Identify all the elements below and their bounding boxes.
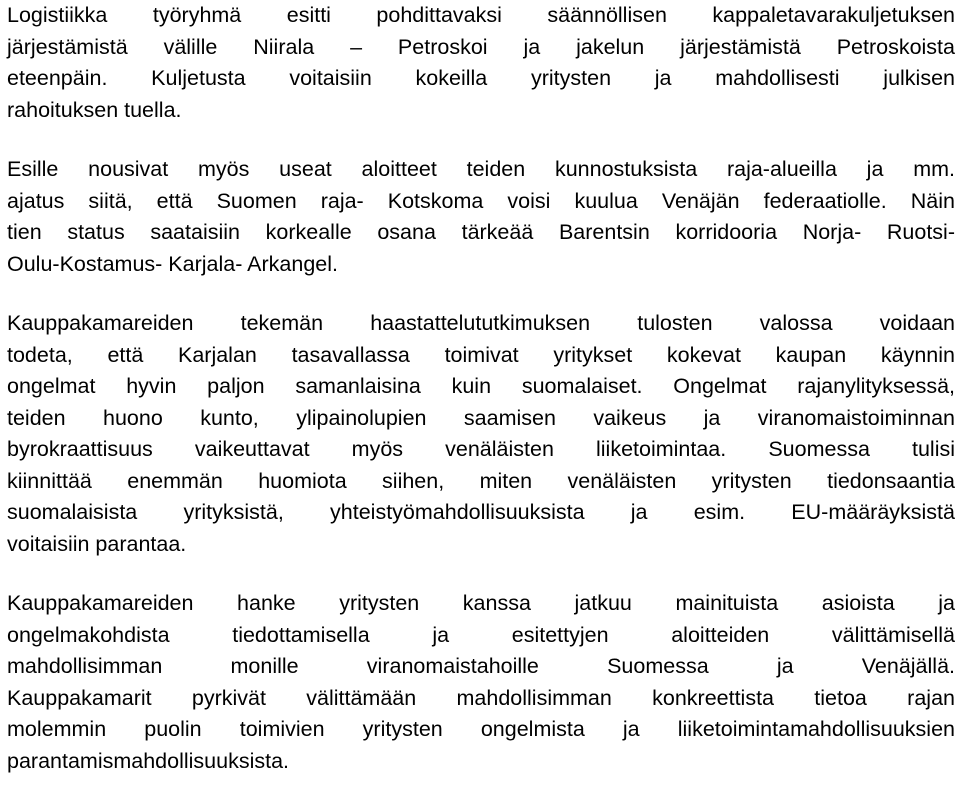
text-line: Logistiikka työryhmä esitti pohdittavaksi säännöllisen kappaletavarakuljetuksen	[7, 3, 955, 27]
text-line: ongelmakohdista tiedottamisella ja esitettyjen aloitteiden välittämisellä	[7, 622, 955, 647]
paragraph-project	[7, 588, 955, 777]
text-line: mahdollisimman monille viranomaistahoille Suomessa ja Venäjällä.	[7, 654, 955, 678]
text-line: eteenpäin. Kuljetusta voitaisiin kokeilla yritysten ja mahdollisesti julkisen	[7, 66, 955, 90]
text-line: kiinnittää enemmän huomiota siihen, miten venäläisten yritysten tiedonsaantia	[7, 468, 955, 493]
text-line: byrokraattisuus vaikeuttavat myös venäläisten liiketoimintaa. Suomessa tulisi	[7, 437, 955, 461]
text-line: Oulu-Kostamus- Karjala- Arkangel.	[7, 251, 339, 276]
text-line: Kauppakamareiden hanke yritysten kanssa jatkuu mainituista asioista ja	[7, 591, 955, 615]
paragraph-roads	[7, 154, 955, 280]
paragraph-logistics	[7, 0, 955, 126]
text-line: Kauppakamarit pyrkivät välittämään mahdollisimman konkreettista tietoa rajan	[7, 685, 955, 710]
text-line: tien status saataisiin korkealle osana tärkeää Barentsin korridooria Norja- Ruotsi-	[7, 220, 955, 244]
text-line: teiden huono kunto, ylipainolupien saamisen vaikeus ja viranomaistoiminnan	[7, 405, 955, 430]
text-line: todeta, että Karjalan tasavallassa toimivat yritykset kokevat kaupan käynnin	[7, 342, 955, 367]
text-line: Kauppakamareiden tekemän haastattelututkimuksen tulosten valossa voidaan	[7, 311, 955, 335]
text-line: molemmin puolin toimivien yritysten ongelmista ja liiketoimintamahdollisuuksien	[7, 717, 955, 741]
paragraph-survey	[7, 308, 955, 560]
text-line: Esille nousivat myös useat aloitteet teiden kunnostuksista raja-alueilla ja mm.	[7, 157, 955, 181]
text-line: rahoituksen tuella.	[7, 97, 182, 122]
text-line: voitaisiin parantaa.	[7, 531, 187, 556]
text-line: ajatus siitä, että Suomen raja- Kotskoma voisi kuulua Venäjän federaatiolle. Näin	[7, 188, 955, 213]
text-line: suomalaisista yrityksistä, yhteistyömahdollisuuksista ja esim. EU-määräyksistä	[7, 500, 955, 524]
text-line: parantamismahdollisuuksista.	[7, 748, 290, 773]
text-line: järjestämistä välille Niirala – Petroskoi ja jakelun järjestämistä Petroskoista	[7, 34, 955, 59]
text-line: ongelmat hyvin paljon samanlaisina kuin suomalaiset. Ongelmat rajanylityksessä,	[7, 374, 955, 398]
document-page	[7, 0, 955, 805]
